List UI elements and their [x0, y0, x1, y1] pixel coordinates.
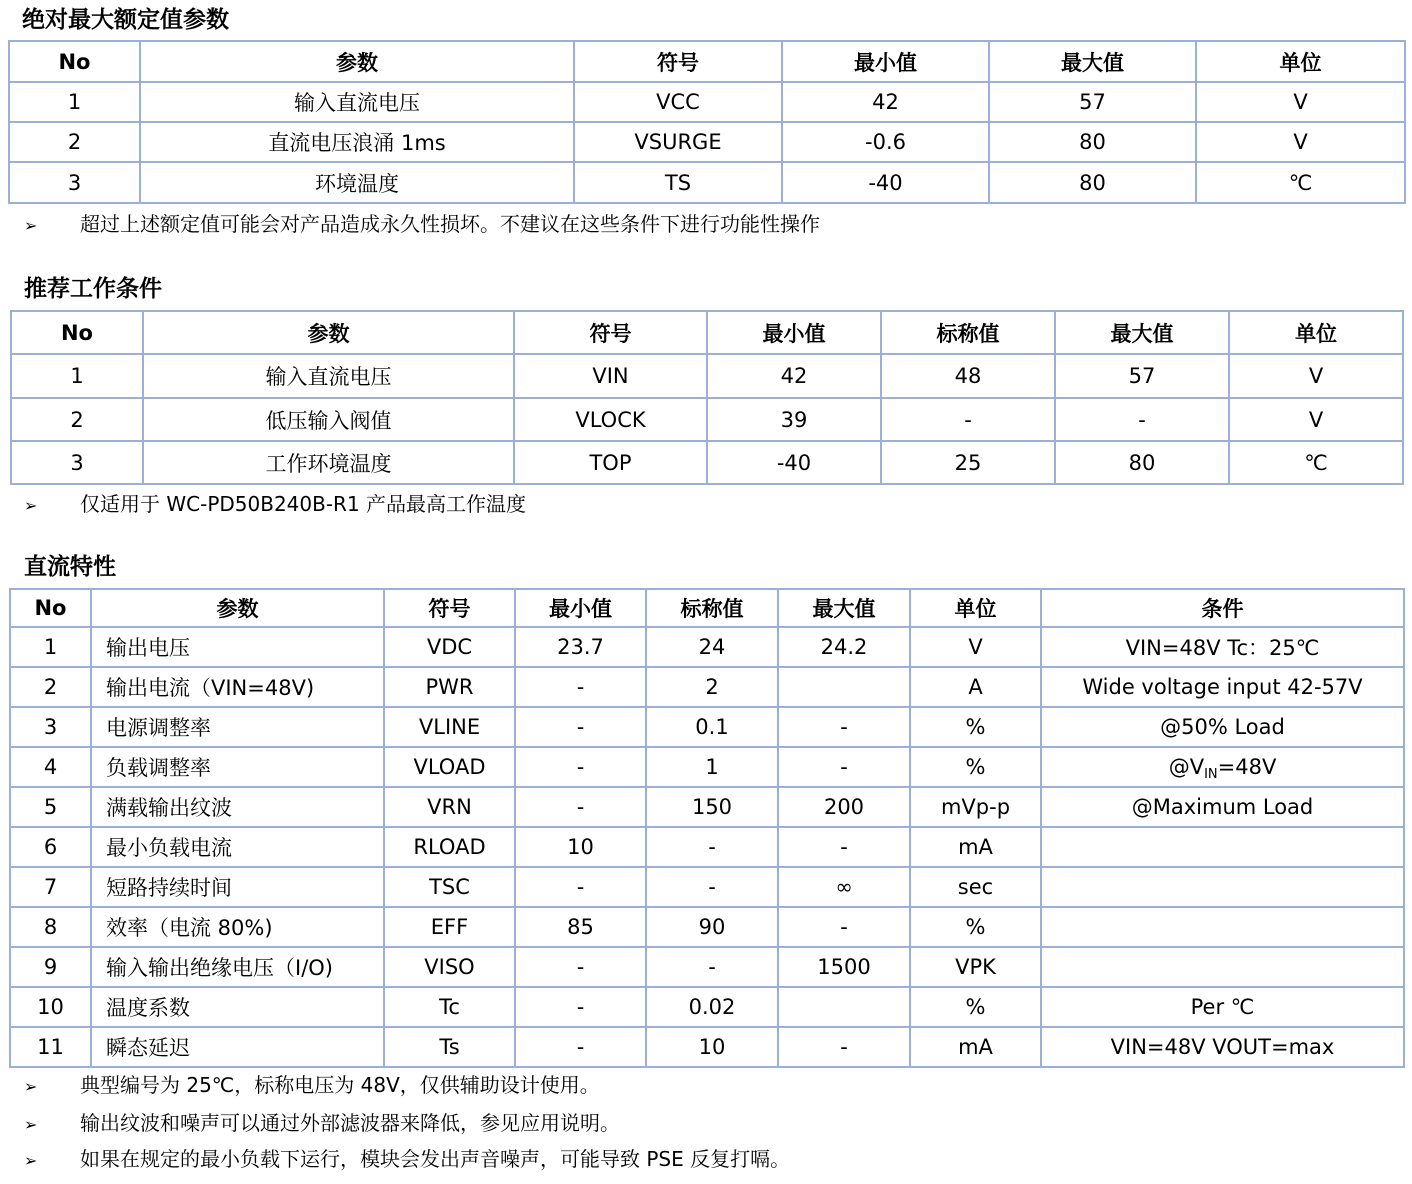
recommended-conditions-table — [10, 310, 1404, 485]
table-row — [10, 947, 1404, 987]
cell-max: - — [778, 747, 910, 787]
cell-max: 80 — [989, 122, 1196, 162]
header-cell: 最小值 — [515, 589, 646, 627]
cell-no: 5 — [10, 787, 91, 827]
cell-min: 10 — [515, 827, 646, 867]
cell-nominal: 90 — [646, 907, 778, 947]
table-row — [9, 122, 1405, 162]
cell-unit: % — [910, 747, 1041, 787]
table-row — [10, 827, 1404, 867]
cell-max: ∞ — [778, 867, 910, 907]
cell-condition: Wide voltage input 42-57V — [1041, 667, 1404, 707]
header-cell: No — [10, 589, 91, 627]
cell-no: 3 — [10, 707, 91, 747]
cell-unit: sec — [910, 867, 1041, 907]
cell-min: 39 — [707, 398, 881, 441]
header-cell: 标称值 — [881, 311, 1055, 354]
cell-max: - — [778, 1027, 910, 1067]
header-cell: 最大值 — [989, 41, 1196, 82]
cell-max: 24.2 — [778, 627, 910, 667]
cell-max: 80 — [1055, 441, 1229, 484]
header-cell: 最小值 — [707, 311, 881, 354]
section2-title: 推荐工作条件 — [24, 276, 162, 302]
cell-unit: % — [910, 907, 1041, 947]
table-row — [10, 627, 1404, 667]
cell-nominal: 48 — [881, 354, 1055, 398]
cell-no: 2 — [10, 667, 91, 707]
condition-subscript: IN — [1204, 767, 1218, 782]
cell-min: 42 — [782, 82, 989, 122]
cell-symbol: TS — [574, 162, 782, 203]
header-cell: 参数 — [143, 311, 514, 354]
cell-symbol: RLOAD — [384, 827, 515, 867]
cell-symbol: VLOCK — [514, 398, 707, 441]
cell-unit: V — [1229, 398, 1403, 441]
cell-min: - — [515, 987, 646, 1027]
section1-title: 绝对最大额定值参数 — [22, 7, 229, 33]
cell-max: - — [778, 827, 910, 867]
condition-suffix: =48V — [1217, 755, 1277, 779]
cell-no: 3 — [9, 162, 140, 203]
cell-no: 6 — [10, 827, 91, 867]
cell-unit: V — [1229, 354, 1403, 398]
table-row — [10, 987, 1404, 1027]
cell-condition — [1041, 827, 1404, 867]
cell-symbol: VLOAD — [384, 747, 515, 787]
header-cell: 参数 — [91, 589, 384, 627]
dc-characteristics-table — [9, 588, 1405, 1068]
cell-nominal: 10 — [646, 1027, 778, 1067]
header-cell: 最大值 — [778, 589, 910, 627]
note-item — [24, 1110, 620, 1138]
cell-min: -0.6 — [782, 122, 989, 162]
cell-min: - — [515, 667, 646, 707]
note-text: 超过上述额定值可能会对产品造成永久性损坏。不建议在这些条件下进行功能性操作 — [80, 212, 820, 236]
cell-max: - — [1055, 398, 1229, 441]
table-header-row — [9, 41, 1405, 82]
table-row — [10, 707, 1404, 747]
cell-nominal: - — [646, 867, 778, 907]
cell-symbol: EFF — [384, 907, 515, 947]
cell-symbol: VCC — [574, 82, 782, 122]
cell-param: 电源调整率 — [91, 707, 384, 747]
header-cell: 参数 — [140, 41, 574, 82]
cell-param: 温度系数 — [91, 987, 384, 1027]
header-cell: 最大值 — [1055, 311, 1229, 354]
header-cell: 最小值 — [782, 41, 989, 82]
cell-no: 2 — [11, 398, 143, 441]
cell-unit: mVp-p — [910, 787, 1041, 827]
cell-symbol: VISO — [384, 947, 515, 987]
header-cell: 符号 — [574, 41, 782, 82]
dc-table-body — [10, 627, 1404, 1067]
cell-nominal: 24 — [646, 627, 778, 667]
cell-param: 输出电流（VIN=48V) — [91, 667, 384, 707]
note-text: 仅适用于 WC-PD50B240B-R1 产品最高工作温度 — [80, 492, 527, 516]
note-item — [24, 1146, 790, 1174]
header-cell: 单位 — [1196, 41, 1405, 82]
cell-unit: mA — [910, 1027, 1041, 1067]
cell-max: 200 — [778, 787, 910, 827]
cell-condition — [1041, 907, 1404, 947]
cell-param: 工作环境温度 — [143, 441, 514, 484]
cell-condition: VIN=48V Tc：25℃ — [1041, 627, 1404, 667]
cell-no: 2 — [9, 122, 140, 162]
cell-unit: A — [910, 667, 1041, 707]
cell-unit: V — [1196, 82, 1405, 122]
cell-max: - — [778, 907, 910, 947]
cell-nominal: - — [646, 827, 778, 867]
cell-no: 10 — [10, 987, 91, 1027]
cell-unit: ℃ — [1229, 441, 1403, 484]
header-cell: 条件 — [1041, 589, 1404, 627]
cell-param: 直流电压浪涌 1ms — [140, 122, 574, 162]
cell-param: 最小负载电流 — [91, 827, 384, 867]
header-cell: No — [11, 311, 143, 354]
table-header-row — [11, 311, 1403, 354]
table-row — [10, 1027, 1404, 1067]
cell-min: -40 — [707, 441, 881, 484]
cell-max — [778, 667, 910, 707]
header-cell: 单位 — [910, 589, 1041, 627]
absolute-max-table — [8, 40, 1406, 204]
cell-param: 负载调整率 — [91, 747, 384, 787]
arrow-bullet-icon: ➢ — [24, 1077, 38, 1096]
cell-no: 1 — [10, 627, 91, 667]
cell-condition — [1041, 747, 1404, 787]
cell-max: 1500 — [778, 947, 910, 987]
cell-no: 1 — [9, 82, 140, 122]
table-row — [10, 787, 1404, 827]
cell-unit: V — [1196, 122, 1405, 162]
cell-symbol: VDC — [384, 627, 515, 667]
header-cell: 标称值 — [646, 589, 778, 627]
cell-max: - — [778, 707, 910, 747]
cell-min: 42 — [707, 354, 881, 398]
cell-condition: Per ℃ — [1041, 987, 1404, 1027]
header-cell: 符号 — [514, 311, 707, 354]
cell-condition: @50% Load — [1041, 707, 1404, 747]
header-cell: 符号 — [384, 589, 515, 627]
cell-unit: ℃ — [1196, 162, 1405, 203]
table-header-row — [10, 589, 1404, 627]
note-text: 典型编号为 25℃，标称电压为 48V，仅供辅助设计使用。 — [80, 1073, 600, 1097]
cell-nominal: 150 — [646, 787, 778, 827]
cell-condition: VIN=48V VOUT=max — [1041, 1027, 1404, 1067]
note-item — [24, 1072, 600, 1100]
cell-min: - — [515, 707, 646, 747]
arrow-bullet-icon: ➢ — [24, 216, 38, 235]
cell-param: 满载输出纹波 — [91, 787, 384, 827]
table-row — [10, 867, 1404, 907]
cell-param: 输入输出绝缘电压（I/O) — [91, 947, 384, 987]
cell-min: -40 — [782, 162, 989, 203]
cell-symbol: VIN — [514, 354, 707, 398]
arrow-bullet-icon: ➢ — [24, 1151, 38, 1170]
cell-no: 1 — [11, 354, 143, 398]
cell-param: 效率（电流 80%) — [91, 907, 384, 947]
cell-symbol: PWR — [384, 667, 515, 707]
cell-symbol: VSURGE — [574, 122, 782, 162]
section3-title: 直流特性 — [24, 554, 116, 580]
note-item — [24, 491, 526, 519]
cell-no: 11 — [10, 1027, 91, 1067]
cell-min: - — [515, 1027, 646, 1067]
table-row — [11, 441, 1403, 484]
note-text: 如果在规定的最小负载下运行，模块会发出声音噪声，可能导致 PSE 反复打嗝。 — [80, 1147, 791, 1171]
cell-param: 低压输入阀值 — [143, 398, 514, 441]
table-row — [11, 354, 1403, 398]
cell-nominal: 0.02 — [646, 987, 778, 1027]
cell-condition: @Maximum Load — [1041, 787, 1404, 827]
cell-symbol: Ts — [384, 1027, 515, 1067]
cell-unit: % — [910, 707, 1041, 747]
cell-no: 7 — [10, 867, 91, 907]
cell-min: 85 — [515, 907, 646, 947]
cell-no: 3 — [11, 441, 143, 484]
cell-unit: % — [910, 987, 1041, 1027]
cell-max — [778, 987, 910, 1027]
header-cell: 单位 — [1229, 311, 1403, 354]
cell-param: 输出电压 — [91, 627, 384, 667]
cell-nominal: 25 — [881, 441, 1055, 484]
cell-max: 57 — [989, 82, 1196, 122]
cell-nominal: - — [881, 398, 1055, 441]
table-row — [9, 162, 1405, 203]
cell-min: - — [515, 947, 646, 987]
cell-param: 输入直流电压 — [143, 354, 514, 398]
cell-no: 8 — [10, 907, 91, 947]
cell-unit: V — [910, 627, 1041, 667]
cell-no: 9 — [10, 947, 91, 987]
cell-unit: VPK — [910, 947, 1041, 987]
cell-condition — [1041, 867, 1404, 907]
cell-symbol: TSC — [384, 867, 515, 907]
cell-param: 短路持续时间 — [91, 867, 384, 907]
cell-unit: mA — [910, 827, 1041, 867]
cell-nominal: - — [646, 947, 778, 987]
cell-nominal: 2 — [646, 667, 778, 707]
table-row — [10, 667, 1404, 707]
cell-min: 23.7 — [515, 627, 646, 667]
cell-max: 80 — [989, 162, 1196, 203]
arrow-bullet-icon: ➢ — [24, 1115, 38, 1134]
cell-nominal: 1 — [646, 747, 778, 787]
note-text: 输出纹波和噪声可以通过外部滤波器来降低，参见应用说明。 — [80, 1111, 620, 1135]
note-item — [24, 211, 820, 239]
cell-param: 瞬态延迟 — [91, 1027, 384, 1067]
table-row — [10, 747, 1404, 787]
header-cell: No — [9, 41, 140, 82]
cell-param: 输入直流电压 — [140, 82, 574, 122]
cell-no: 4 — [10, 747, 91, 787]
cell-symbol: Tc — [384, 987, 515, 1027]
cell-param: 环境温度 — [140, 162, 574, 203]
cell-condition — [1041, 947, 1404, 987]
table-row — [11, 398, 1403, 441]
table-row — [9, 82, 1405, 122]
cell-min: - — [515, 747, 646, 787]
cell-min: - — [515, 867, 646, 907]
cell-min: - — [515, 787, 646, 827]
table-row — [10, 907, 1404, 947]
arrow-bullet-icon: ➢ — [24, 496, 38, 515]
cell-symbol: VRN — [384, 787, 515, 827]
cell-nominal: 0.1 — [646, 707, 778, 747]
condition-prefix: @V — [1168, 755, 1205, 779]
cell-symbol: VLINE — [384, 707, 515, 747]
cell-symbol: TOP — [514, 441, 707, 484]
cell-max: 57 — [1055, 354, 1229, 398]
